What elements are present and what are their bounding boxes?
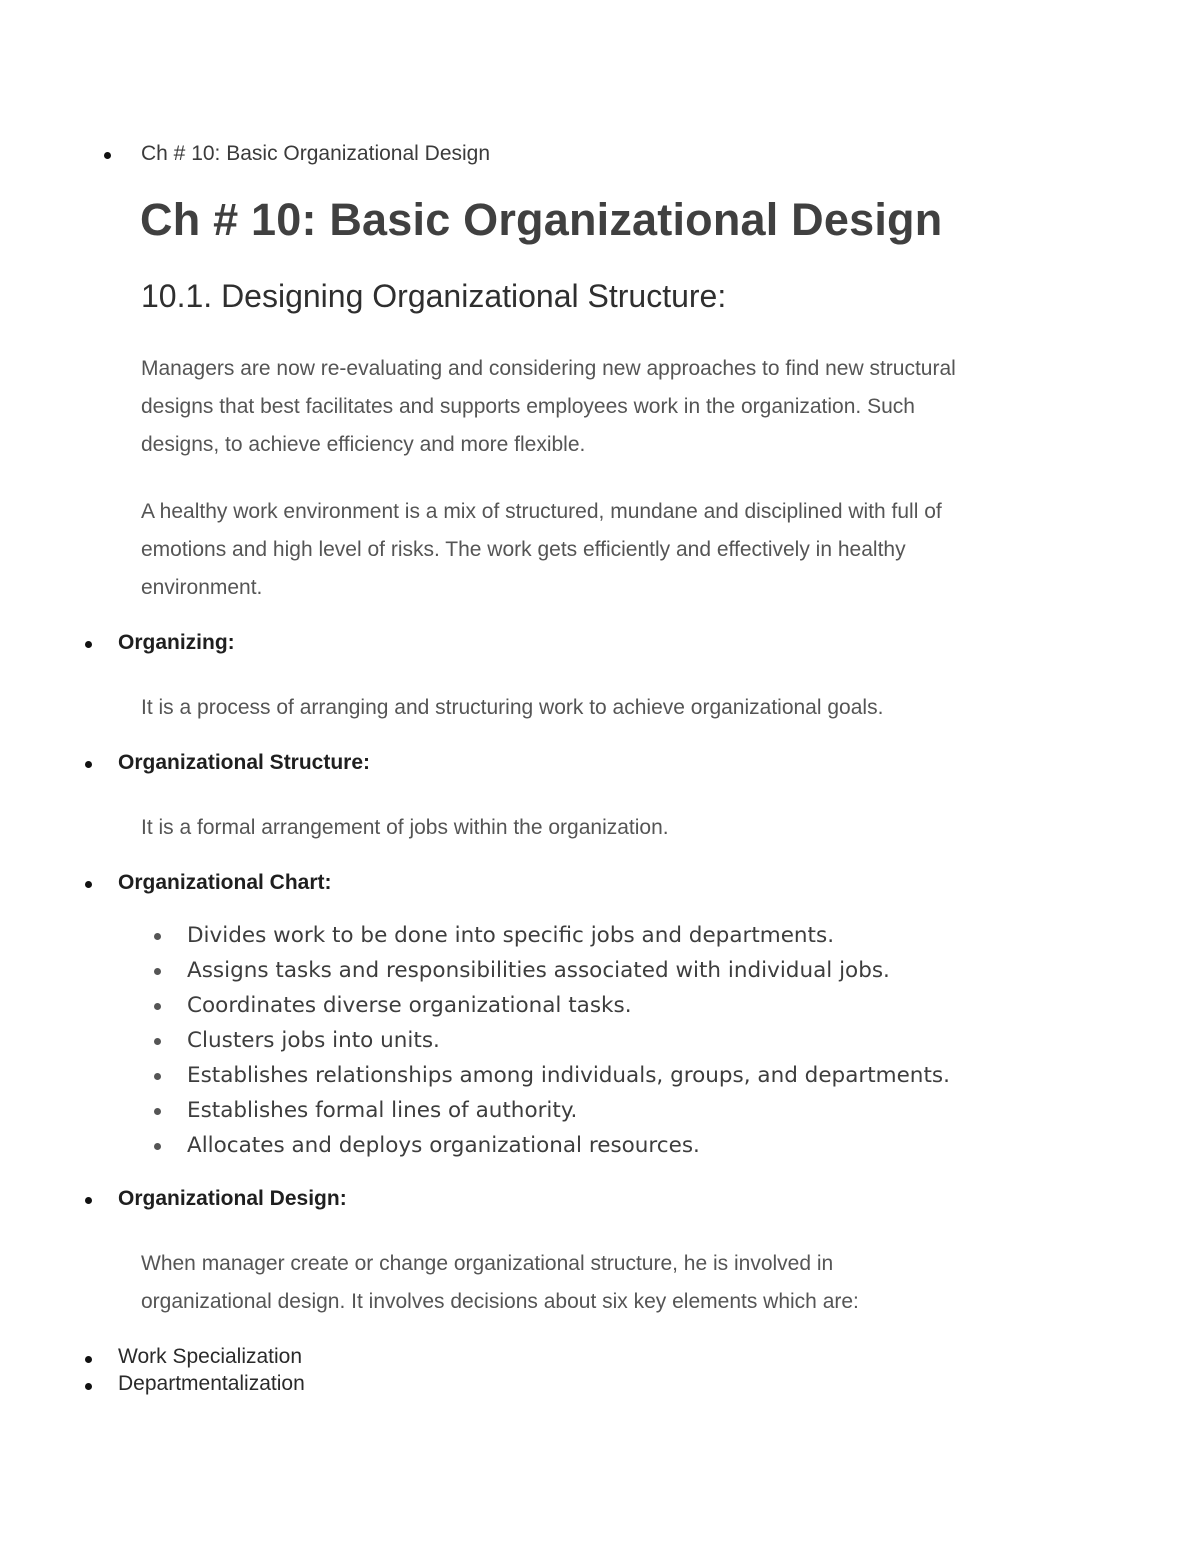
list-item	[150, 1093, 950, 1128]
term-design-definition-line: When manager create or change organizational structure, he is involved in	[141, 1252, 834, 1275]
list-bullet	[154, 1143, 161, 1150]
list-item-text: Assigns tasks and responsibilities associated with individual jobs.	[187, 958, 890, 983]
list-item	[150, 953, 950, 988]
list-item-text: Clusters jobs into units.	[187, 1028, 440, 1053]
list-item	[150, 1128, 950, 1163]
term-bullet	[85, 881, 92, 888]
list-item	[150, 1058, 950, 1093]
toc-bullet	[104, 152, 111, 159]
term-bullet	[85, 761, 92, 768]
list-item-text: Coordinates diverse organizational tasks.	[187, 993, 632, 1018]
intro-paragraph-1-line: Managers are now re-evaluating and considering new approaches to find new structural	[141, 357, 956, 380]
intro-paragraph-1-line: designs that best facilitates and supports employees work in the organization. Such	[141, 395, 915, 418]
list-bullet	[154, 1038, 161, 1045]
intro-paragraph-1	[141, 350, 1101, 464]
term-bullet	[85, 1197, 92, 1204]
section-heading: 10.1. Designing Organizational Structure:	[141, 278, 727, 314]
term-structure-definition: It is a formal arrangement of jobs within the organization.	[141, 816, 669, 839]
element-departmentalization: Departmentalization	[118, 1372, 305, 1395]
list-item	[150, 918, 950, 953]
list-item-text: Allocates and deploys organizational resources.	[187, 1133, 700, 1158]
term-design-definition-line: organizational design. It involves decisions about six key elements which are:	[141, 1290, 859, 1313]
term-chart-label: Organizational Chart:	[118, 871, 332, 894]
term-design-definition	[141, 1245, 1101, 1321]
intro-paragraph-1-line: designs, to achieve efficiency and more flexible.	[141, 433, 586, 456]
list-item-text: Establishes formal lines of authority.	[187, 1098, 578, 1123]
element-work-specialization: Work Specialization	[118, 1345, 303, 1368]
page-title: Ch # 10: Basic Organizational Design	[140, 194, 943, 245]
term-design-label: Organizational Design:	[118, 1187, 347, 1210]
term-bullet	[85, 641, 92, 648]
list-bullet	[154, 1073, 161, 1080]
term-organizing-label: Organizing:	[118, 631, 235, 654]
term-organizing-definition: It is a process of arranging and structuring work to achieve organizational goals.	[141, 696, 884, 719]
list-bullet	[154, 968, 161, 975]
intro-paragraph-2-line: A healthy work environment is a mix of structured, mundane and disciplined with full of	[141, 500, 942, 523]
intro-paragraph-2	[141, 493, 1101, 607]
term-structure-label: Organizational Structure:	[118, 751, 371, 774]
list-bullet	[154, 1108, 161, 1115]
list-item	[150, 1023, 950, 1058]
list-bullet	[154, 933, 161, 940]
list-bullet	[154, 1003, 161, 1010]
toc-link[interactable]: Ch # 10: Basic Organizational Design	[141, 142, 491, 165]
list-item-text: Divides work to be done into specific jobs and departments.	[187, 923, 835, 948]
list-item-text: Establishes relationships among individuals, groups, and departments.	[187, 1063, 950, 1088]
chart-functions-list	[150, 918, 950, 1163]
intro-paragraph-2-line: environment.	[141, 576, 263, 599]
element-bullet	[85, 1356, 92, 1363]
intro-paragraph-2-line: emotions and high level of risks. The work gets efficiently and effectively in healthy	[141, 538, 906, 561]
list-item	[150, 988, 950, 1023]
element-bullet	[85, 1383, 92, 1390]
